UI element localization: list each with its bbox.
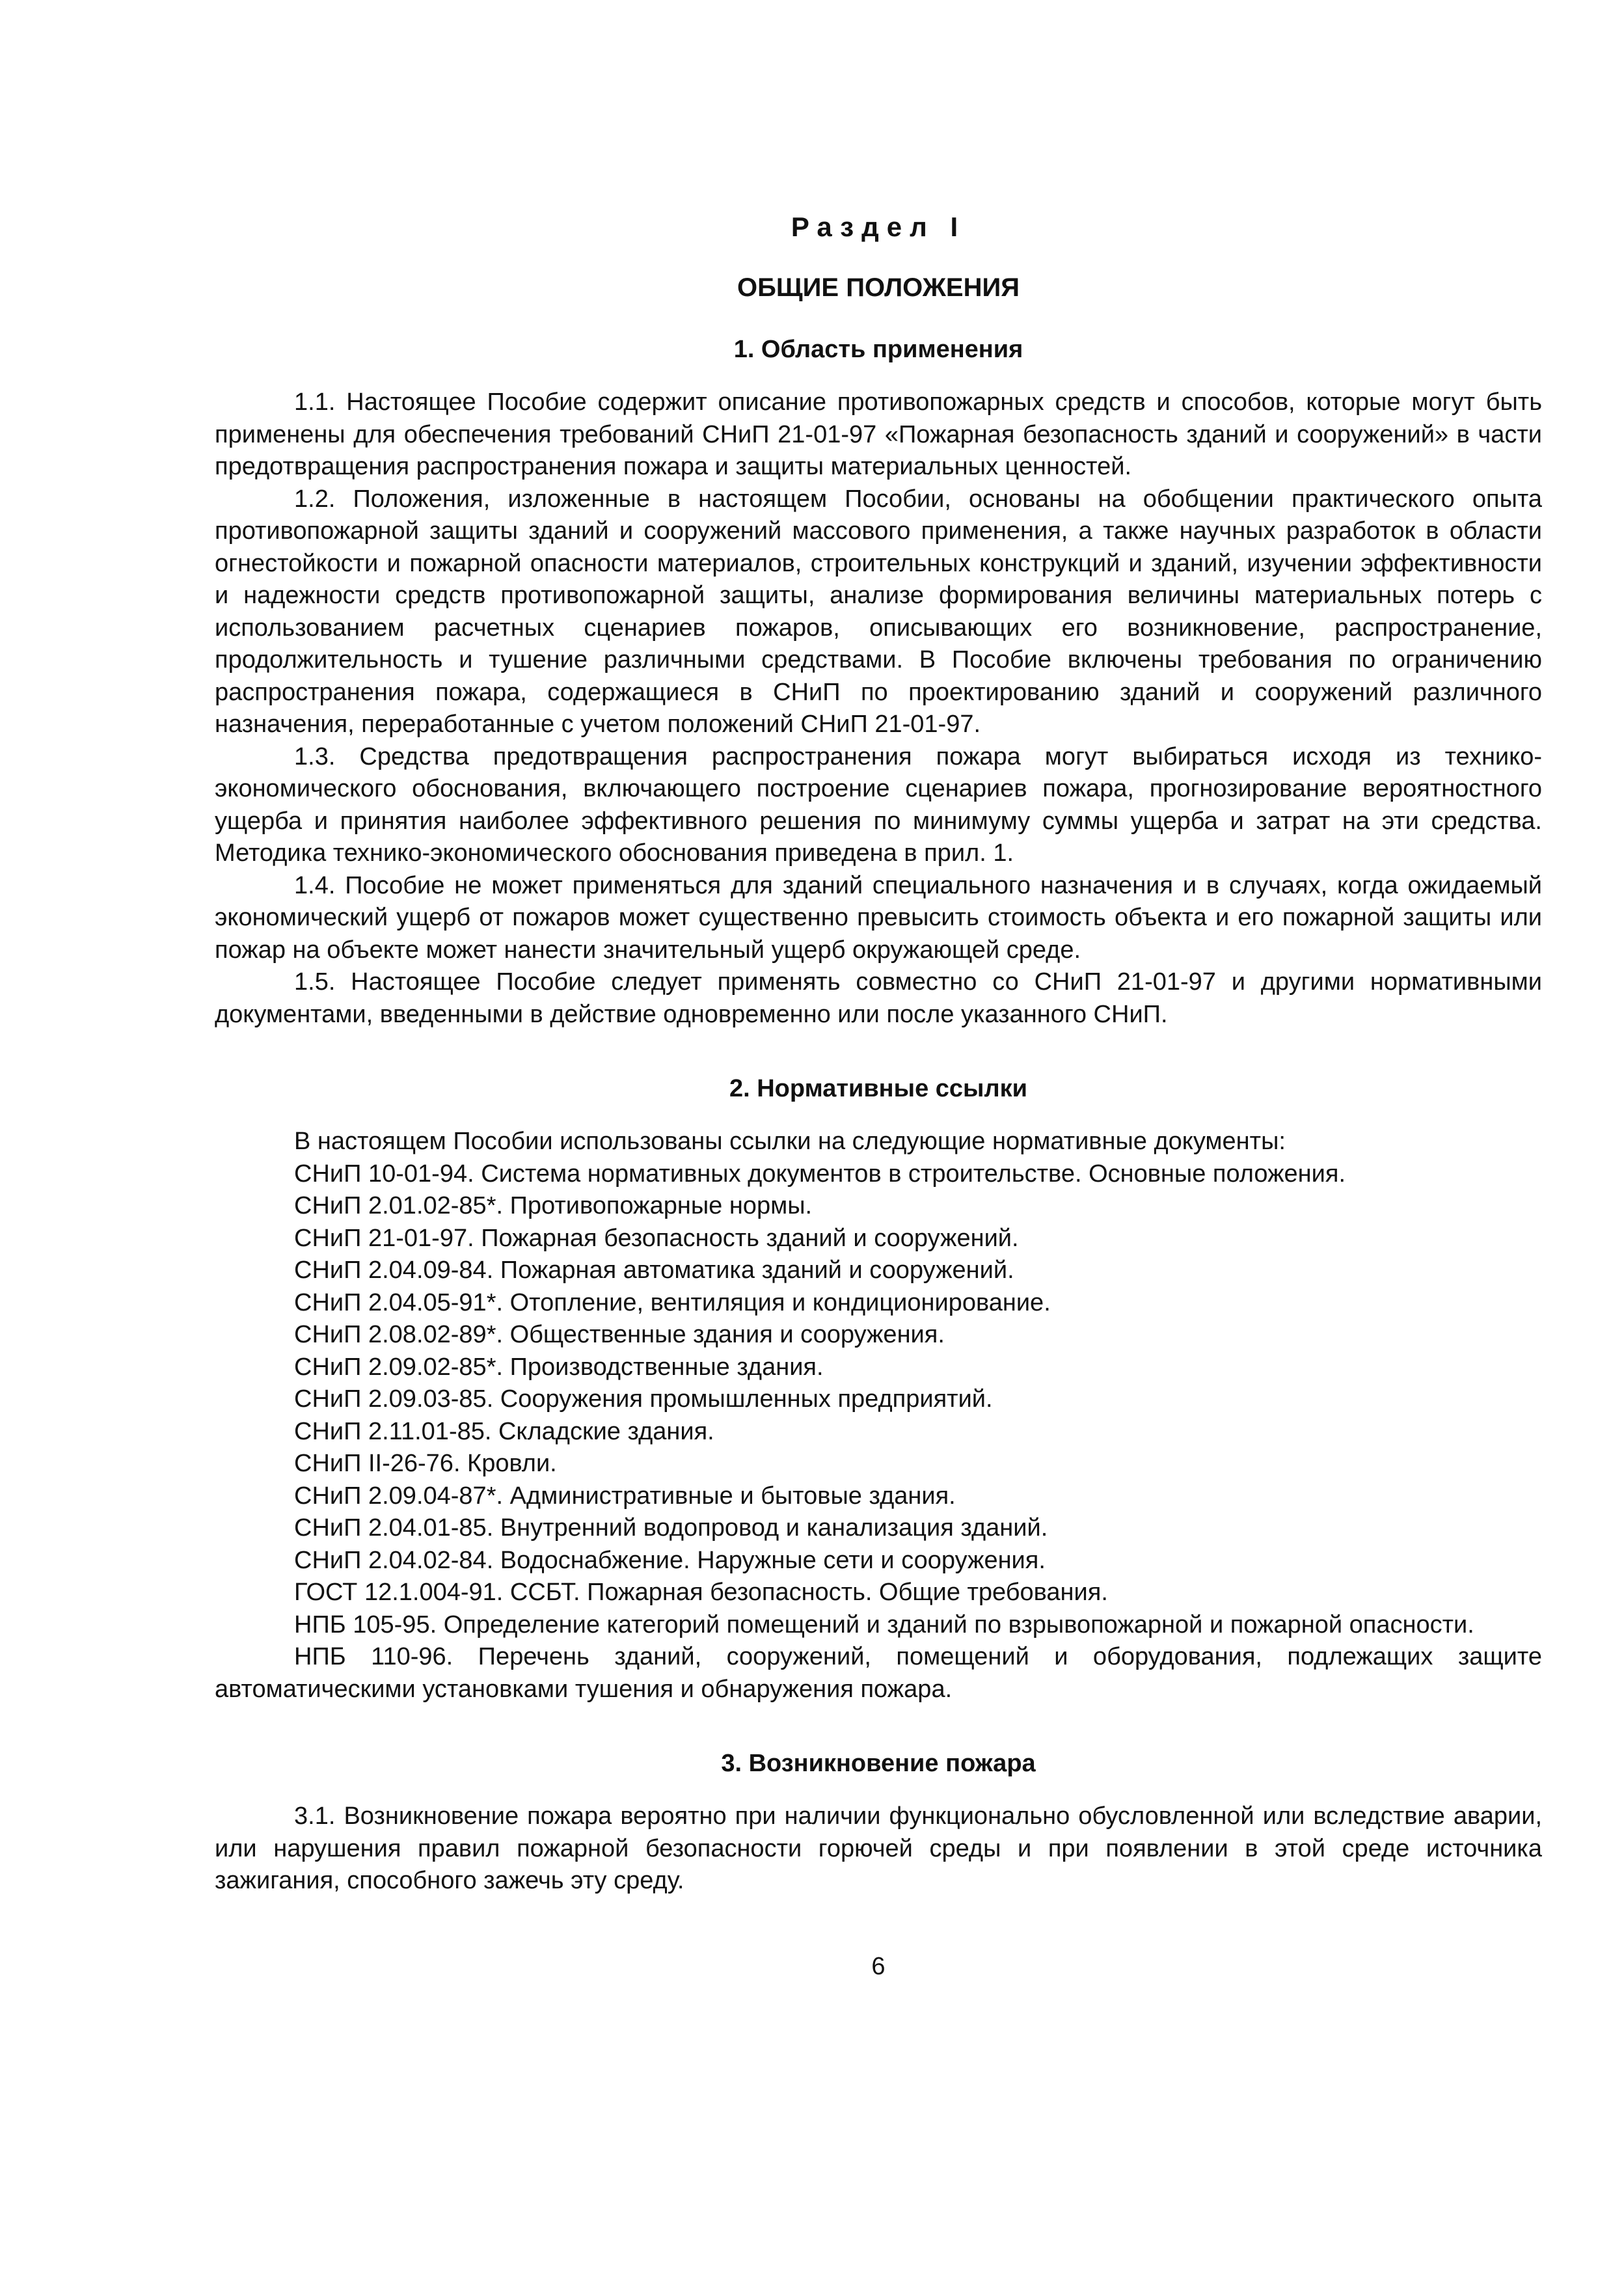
reference-item: СНиП 2.09.04-87*. Административные и бытовые здания.: [294, 1482, 956, 1510]
paragraph-1-3: 1.3. Средства предотвращения распространения пожара могут выбираться исходя из технико-экономического обоснования, включающего построение сценариев пожара, прогнозирование вероятностного ущерба и принятия наиболее эффективного решения по минимуму суммы ущерба и затрат на эти средства. Методика технико-экономического обоснования приведена в прил. 1.: [215, 742, 1542, 867]
reference-item: СНиП 10-01-94. Система нормативных документов в строительстве. Основные положения.: [294, 1160, 1346, 1188]
document-page: [215, 195, 1542, 1983]
reference-item: СНиП 2.04.05-91*. Отопление, вентиляция и кондиционирование.: [294, 1288, 1051, 1316]
paragraph-3-1: 3.1. Возникновение пожара вероятно при наличии функционально обусловленной или вследствие аварии, или нарушения правил пожарной безопасности горючей среды и при появлении в этой среде источника зажигания, способного зажечь эту среду.: [215, 1802, 1542, 1894]
reference-item: ГОСТ 12.1.004-91. ССБТ. Пожарная безопасность. Общие требования.: [294, 1579, 1108, 1606]
paragraph-1-4: 1.4. Пособие не может применяться для зданий специального назначения и в случаях, когда ожидаемый экономический ущерб от пожаров может существенно превысить стоимость объекта и его пожарной защиты или пожар на объекте может нанести значительный ущерб окружающей среде.: [215, 871, 1542, 964]
reference-item: СНиП 2.04.02-84. Водоснабжение. Наружные сети и сооружения.: [294, 1546, 1046, 1574]
subsection-title-scope: 1. Область применения: [733, 336, 1023, 363]
reference-item: СНиП II-26-76. Кровли.: [294, 1450, 557, 1477]
section-label: Раздел I: [791, 211, 966, 242]
references-intro: В настоящем Пособии использованы ссылки на следующие нормативные документы:: [294, 1128, 1286, 1155]
reference-item: СНиП 2.04.09-84. Пожарная автоматика зданий и сооружений.: [294, 1257, 1014, 1284]
reference-item: СНиП 2.09.03-85. Сооружения промышленных предприятий.: [294, 1385, 993, 1413]
reference-item: СНиП 2.09.02-85*. Производственные здания.: [294, 1353, 824, 1381]
paragraph-1-2: 1.2. Положения, изложенные в настоящем Пособии, основаны на обобщении практического опыта противопожарной защиты зданий и сооружений массового применения, а также научных разработок в области огнестойкости и пожарной опасности материалов, строительных конструкций и зданий, изучении эффективности и надежности средств противопожарной защиты, анализе формирования величины материальных потерь с использованием расчетных сценариев пожаров, описывающих его возникновение, распространение, продолжительность и тушение различными средствами. В Пособие включены требования по ограничению распространения пожара, содержащиеся в СНиП по проектированию зданий и сооружений различного назначения, переработанные с учетом положений СНиП 21-01-97.: [215, 485, 1542, 738]
reference-item: СНиП 21-01-97. Пожарная безопасность зданий и сооружений.: [294, 1224, 1019, 1252]
reference-item: СНиП 2.11.01-85. Складские здания.: [294, 1417, 714, 1445]
paragraph-1-5: 1.5. Настоящее Пособие следует применять совместно со СНиП 21-01-97 и другими нормативными документами, введенными в действие одновременно или после указанного СНиП.: [215, 968, 1542, 1028]
reference-item: СНиП 2.04.01-85. Внутренний водопровод и канализация зданий.: [294, 1514, 1048, 1542]
references-list: [215, 1158, 1542, 1706]
page-number: 6: [871, 1952, 886, 1980]
subsection-title-fire-origin: 3. Возникновение пожара: [721, 1750, 1036, 1777]
reference-item: СНиП 2.01.02-85*. Противопожарные нормы.: [294, 1192, 813, 1219]
reference-item: СНиП 2.08.02-89*. Общественные здания и сооружения.: [294, 1321, 945, 1348]
paragraph-1-1: 1.1. Настоящее Пособие содержит описание противопожарных средств и способов, которые могут быть применены для обеспечения требований СНиП 21-01-97 «Пожарная безопасность зданий и сооружений» в части предотвращения распространения пожара и защиты материальных ценностей.: [215, 388, 1542, 480]
section-title: ОБЩИЕ ПОЛОЖЕНИЯ: [737, 273, 1020, 302]
reference-item: НПБ 110-96. Перечень зданий, сооружений, помещений и оборудования, подлежащих защите автоматическими установками тушения и обнаружения пожара.: [215, 1643, 1542, 1703]
subsection-title-references: 2. Нормативные ссылки: [729, 1075, 1028, 1102]
reference-item: НПБ 105-95. Определение категорий помещений и зданий по взрывопожарной и пожарной опасности.: [294, 1611, 1474, 1638]
